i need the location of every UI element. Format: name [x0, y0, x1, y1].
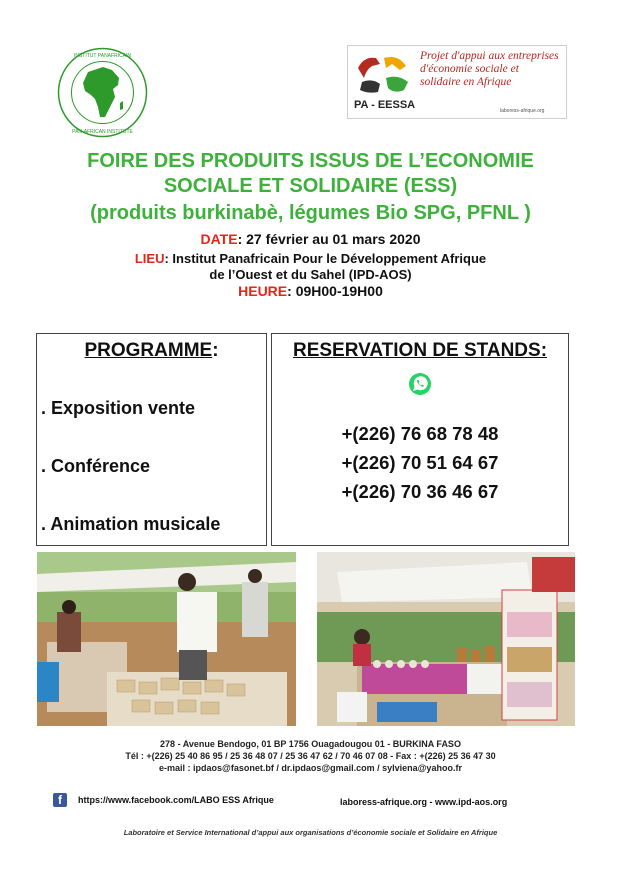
heure-label: HEURE [238, 283, 288, 299]
heure-line [0, 283, 621, 299]
organization-tagline: Laboratoire et Service International d’appui aux organisations d’économie sociale et Solidaire en Afrique [123, 828, 498, 837]
phone-number: +(226) 76 68 78 48 [341, 423, 499, 444]
title-line-1: FOIRE DES PRODUITS ISSUS DE L’ECONOMIE [87, 150, 534, 172]
title-line-3: (produits burkinabè, légumes Bio SPG, PFNL ) [90, 202, 531, 224]
programme-item: . Conférence [41, 456, 151, 476]
reservation-title: RESERVATION DE STANDS: [292, 340, 548, 361]
footer-phones: Tél : +(226) 25 40 86 95 / 25 36 48 07 / 25 36 47 62 / 70 46 07 08 - Fax : +(226) 25 36 47 30 [125, 751, 496, 761]
programme-title [37, 340, 266, 362]
lieu-line [0, 251, 621, 266]
title-line-2: SOCIALE ET SOLIDAIRE (ESS) [163, 175, 458, 197]
footer-address: 278 - Avenue Bendogo, 01 BP 1756 Ouagadougou 01 - BURKINA FASO [160, 739, 461, 749]
fair-photo-left [37, 552, 296, 726]
lieu-line-2: de l’Ouest et du Sahel (IPD-AOS) [209, 267, 412, 282]
ipd-logo [55, 45, 150, 140]
pa-eessa-url: laboress-afrique.org [500, 108, 545, 114]
facebook-link[interactable]: https://www.facebook.com/LABO ESS Afrique [78, 795, 274, 805]
date-value: : 27 février au 01 mars 2020 [237, 231, 421, 247]
programme-title-text: PROGRAMME [84, 340, 213, 361]
programme-item: . Exposition vente [41, 398, 196, 418]
date-label: DATE [200, 231, 238, 247]
pa-eessa-logo-text: Projet d'appui aux entreprises d'économie sociale et solidaire en Afrique [420, 50, 559, 88]
svg-text:PAN-AFRICAN INSTITUTE: PAN-AFRICAN INSTITUTE [72, 129, 133, 135]
pa-eessa-logo [347, 45, 567, 119]
fair-photo-right [317, 552, 575, 726]
facebook-icon[interactable]: f [53, 793, 67, 807]
lieu-label: LIEU [134, 251, 165, 266]
phone-number: +(226) 70 51 64 67 [341, 452, 499, 473]
whatsapp-icon [408, 372, 432, 396]
svg-text:INSTITUT PANAFRICAIN: INSTITUT PANAFRICAIN [73, 53, 132, 59]
reservation-box [271, 333, 569, 546]
programme-item: . Animation musicale [41, 514, 221, 534]
phone-number: +(226) 70 36 46 67 [341, 481, 499, 502]
programme-box [36, 333, 267, 546]
heure-value: : 09H00-19H00 [287, 283, 383, 299]
date-line [0, 231, 621, 247]
pa-eessa-abbr: PA - EESSA [354, 99, 416, 111]
programme-title-colon: : [212, 340, 219, 361]
lieu-value: : Institut Panafricain Pour le Développement Afrique [164, 251, 487, 266]
website-links[interactable]: laboress-afrique.org - www.ipd-aos.org [340, 797, 508, 807]
footer-email[interactable]: e-mail : ipdaos@fasonet.bf / dr.ipdaos@gmail.com / sylviena@yahoo.fr [159, 763, 462, 773]
